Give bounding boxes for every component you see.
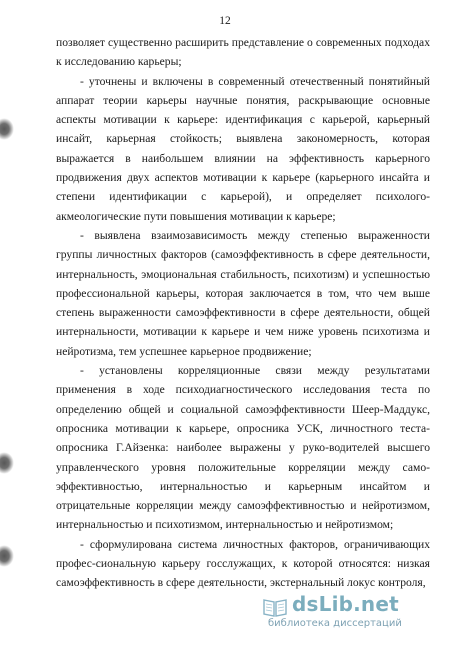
paragraph-career-concepts: - уточнены и включены в современный отечественный понятийный аппарат теории карьеры научные понятия, раскрывающие основные аспекты мотивации к карьере: идентификация с карьерой, карьерный инсайт, карьерная стойкость; выявлена закономерность, которая выражается в наибольшем влиянии на эффективность карьерного продвижения двух аспектов мотивации к карьере (карьерного инсайта и степени идентификации с карьерой), и определяет психолого-акмеологические пути повышения мотивации к карьере; (56, 74, 430, 223)
page-number: 12 (219, 15, 231, 27)
paragraph-personal-factors: - выявлена взаимозависимость между степенью выраженности группы личностных факторов (самоэффективность в сфере деятельности, интернальность, эмоциональная стабильность, психотизм) и успешностью профессиональной карьеры, которая заключается в том, что чем выше степень выраженности самоэффективности в сфере деятельности, общей интернальности, мотивации к карьере и чем ниже уровень психотизма и нейротизма, тем успешнее карьерное продвижение; (56, 228, 430, 358)
paragraph-correlations: - установлены корреляционные связи между результатами применения в ходе психодиагностического исследования теста по определению общей и социальной самоэффективности Шеер-Маддукс, опросника мотивации к карьере, опросника УСК, личностного теста-опросника Г.Айзенка: наиболее выражены у руко-водителей высшего управленческого уровня положительные корреляции между само-эффективностью, интернальностью и карьерным инсайтом и отрицательные корреляции между самоэффективностью и нейротизмом, интернальностью и психотизмом, интернальностью и нейротизмом; (56, 364, 430, 532)
paragraph-continuation: позволяет существенно расширить представление о современных подходах к исследованию карьеры; (56, 36, 430, 69)
punch-hole-mark (0, 118, 14, 140)
punch-hole-mark (0, 545, 14, 567)
watermark-brand: dsLib.net (292, 592, 399, 616)
watermark (262, 592, 442, 632)
punch-hole-mark (0, 452, 14, 474)
paragraph-limiting-factors: - сформулирована система личностных факторов, ограничивающих профес-сиональную карьеру госслужащих, к которой относятся: низкая самоэффективность в сфере деятельности, экстернальный локус контроля, (56, 537, 430, 590)
watermark-tagline: библиотека диссертаций (268, 618, 402, 629)
book-logo-icon (262, 596, 288, 618)
body-text (56, 33, 430, 593)
